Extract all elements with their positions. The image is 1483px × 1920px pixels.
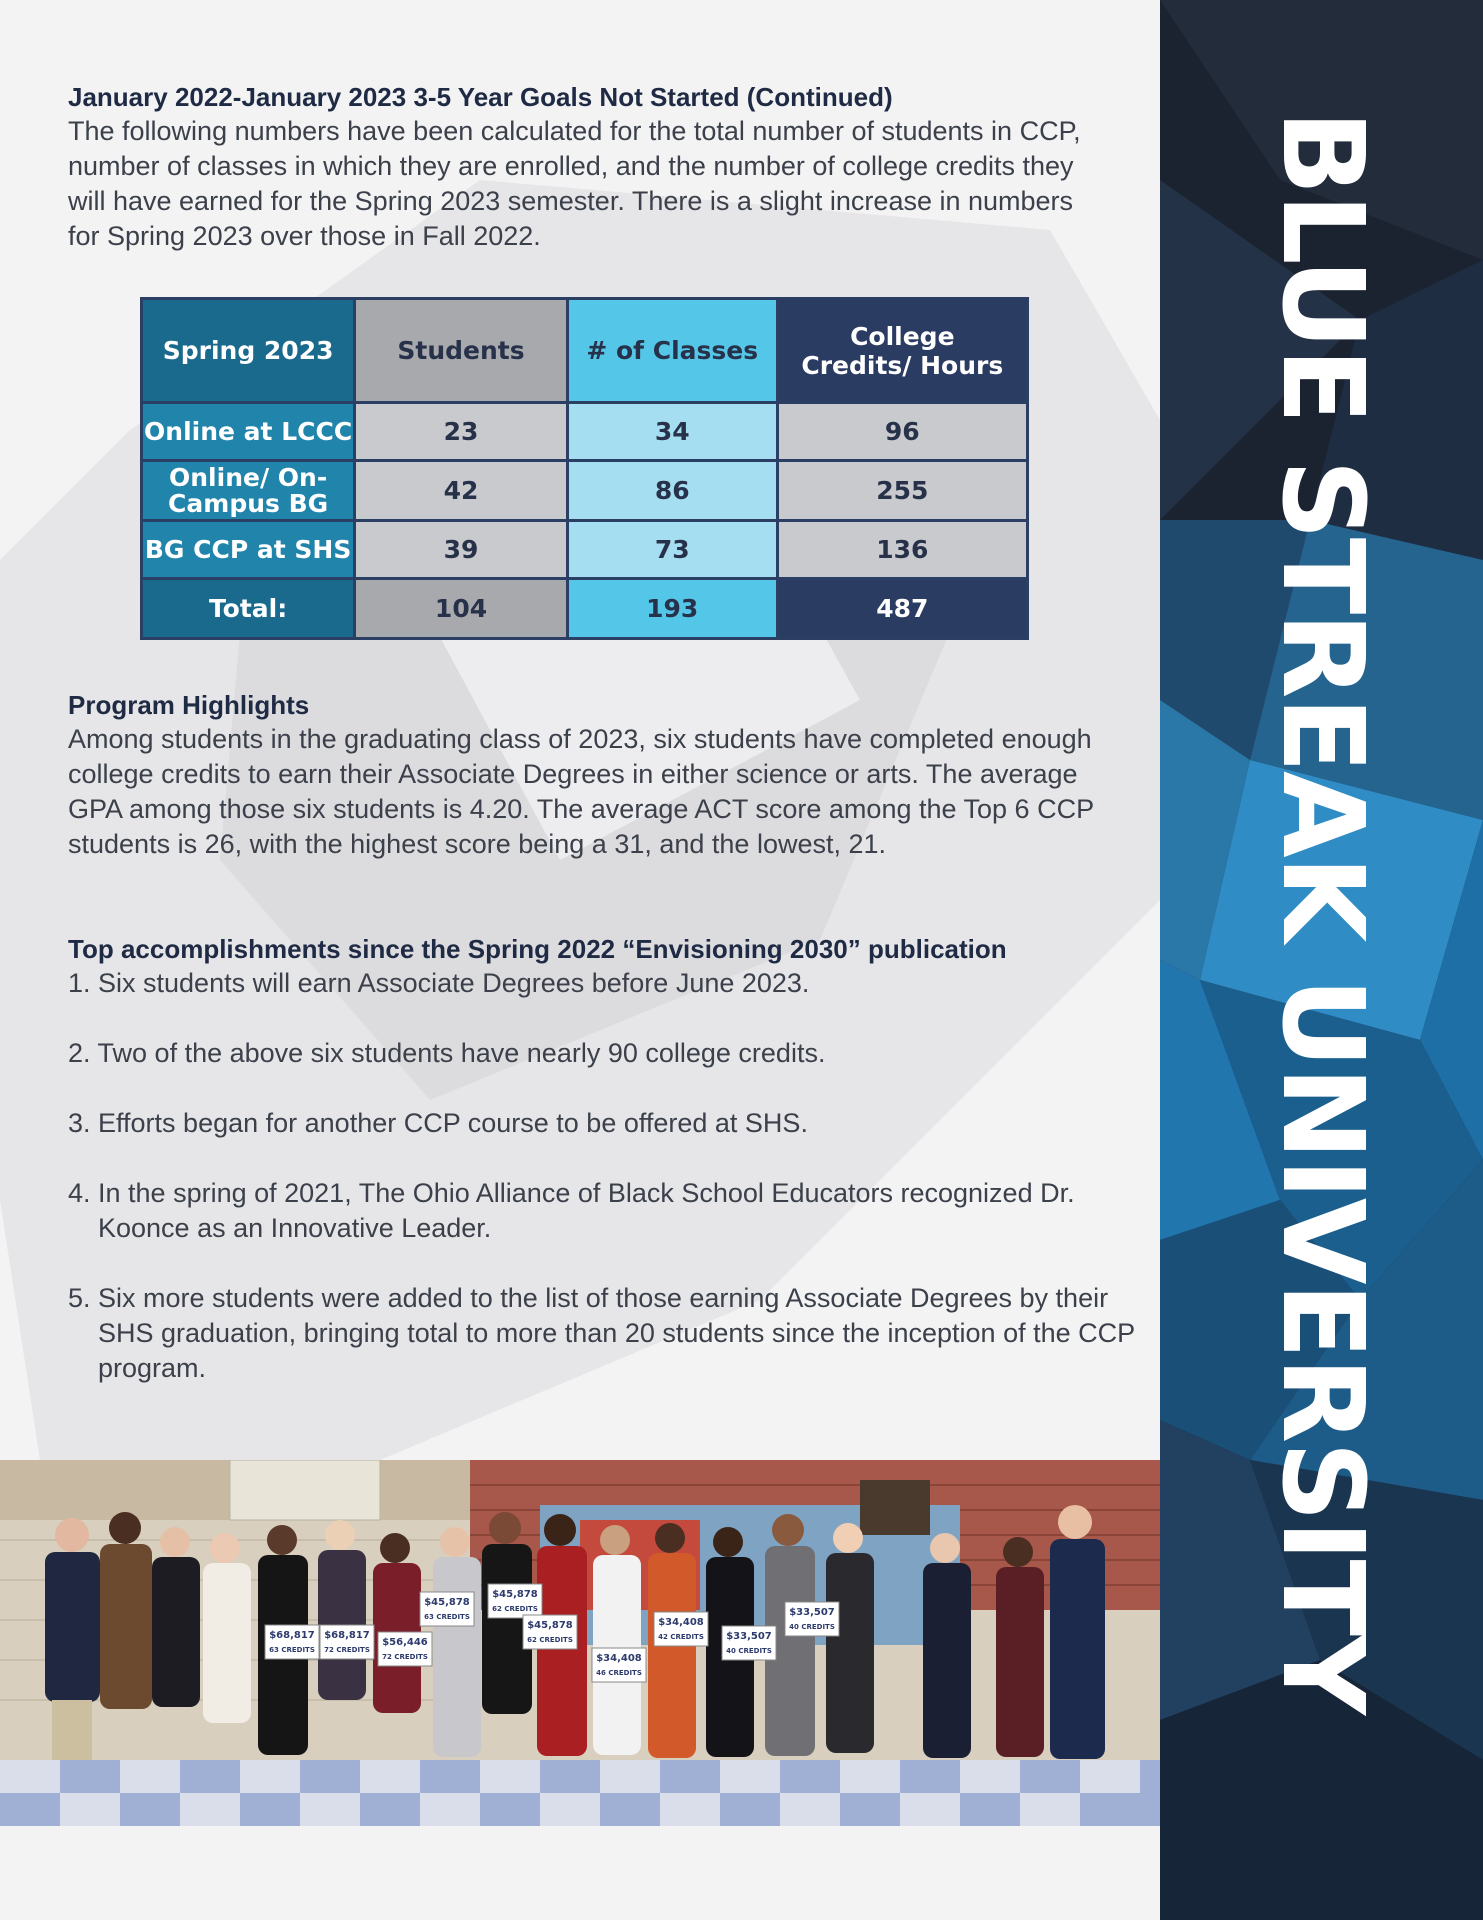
table-total-row <box>142 579 1028 639</box>
photo-sign-amount: $33,507 <box>726 1631 772 1642</box>
photo-sign-amount: $45,878 <box>527 1620 573 1631</box>
table-header-credits: College Credits/ Hours <box>777 299 1027 403</box>
total-students: 104 <box>355 579 568 639</box>
photo-sign-amount: $56,446 <box>382 1637 428 1648</box>
photo-sign-credits: 72 CREDITS <box>382 1653 428 1661</box>
row-classes: 34 <box>567 403 777 461</box>
sidebar-title: BLUE STREAK UNIVERSITY <box>1257 110 1387 1714</box>
photo-sign-credits: 63 CREDITS <box>269 1646 315 1654</box>
table-header-classes: # of Classes <box>567 299 777 403</box>
intro-body: The following numbers have been calculated for the total number of students in CCP, number of classes in which they are enrolled, and the number of college credits they will have earned for the Spring 2023 semester. There is a slight increase in numbers for Spring 2023 over those in Fall 2022. <box>68 116 1081 251</box>
intro-heading: January 2022-January 2023 3-5 Year Goals Not Started (Continued) <box>68 82 893 112</box>
row-students: 42 <box>355 461 568 521</box>
list-item: 1. Six students will earn Associate Degrees before June 2023. <box>68 968 810 998</box>
row-classes: 86 <box>567 461 777 521</box>
row-label: Online at LCCC <box>142 403 355 461</box>
photo-sign-credits: 40 CREDITS <box>789 1623 835 1631</box>
photo-sign-amount: $33,507 <box>789 1607 835 1618</box>
photo-sign-credits: 72 CREDITS <box>324 1646 370 1654</box>
accomplishments-heading: Top accomplishments since the Spring 2022 “Envisioning 2030” publication <box>68 934 1007 964</box>
total-classes: 193 <box>567 579 777 639</box>
row-label: Online/ On-Campus BG <box>142 461 355 521</box>
photo-sign-amount: $68,817 <box>269 1630 315 1641</box>
row-credits: 136 <box>777 521 1027 579</box>
row-students: 39 <box>355 521 568 579</box>
table-row <box>142 461 1028 521</box>
table-header-students: Students <box>355 299 568 403</box>
photo-sign-credits: 62 CREDITS <box>527 1636 573 1644</box>
photo-sign-credits: 62 CREDITS <box>492 1605 538 1613</box>
photo-sign-amount: $68,817 <box>324 1630 370 1641</box>
intro-section <box>68 80 1108 254</box>
table-header-term: Spring 2023 <box>142 299 355 403</box>
photo-sign-credits: 46 CREDITS <box>596 1669 642 1677</box>
total-credits: 487 <box>777 579 1027 639</box>
list-item: 2. Two of the above six students have nearly 90 college credits. <box>68 1038 826 1068</box>
table-header-row <box>142 299 1028 403</box>
photo-sign-amount: $34,408 <box>596 1653 642 1664</box>
photo-sign-credits: 63 CREDITS <box>424 1613 470 1621</box>
row-classes: 73 <box>567 521 777 579</box>
photo-sign-amount: $34,408 <box>658 1617 704 1628</box>
row-credits: 255 <box>777 461 1027 521</box>
highlights-body: Among students in the graduating class of 2023, six students have completed enough college credits to earn their Associate Degrees in either science or arts. The average GPA among those six students is 4.20. The average ACT score among the Top 6 CCP students is 26, with the highest score being a 31, and the lowest, 21. <box>68 724 1094 859</box>
photo-sign-amount: $45,878 <box>492 1589 538 1600</box>
group-photo <box>0 1460 1160 1826</box>
photo-sign-amount: $45,878 <box>424 1597 470 1608</box>
accomplishments-section <box>68 932 1148 1386</box>
total-label: Total: <box>142 579 355 639</box>
table-row <box>142 403 1028 461</box>
accomplishments-list <box>68 966 1148 1386</box>
list-item: 4. In the spring of 2021, The Ohio Alliance of Black School Educators recognized Dr. Koonce as an Innovative Leader. <box>68 1178 1075 1243</box>
row-students: 23 <box>355 403 568 461</box>
photo-sign-credits: 42 CREDITS <box>658 1633 704 1641</box>
table-row <box>142 521 1028 579</box>
list-item: 3. Efforts began for another CCP course to be offered at SHS. <box>68 1108 808 1138</box>
photo-sign-credits: 40 CREDITS <box>726 1647 772 1655</box>
ccp-enrollment-table <box>140 297 1029 640</box>
highlights-heading: Program Highlights <box>68 690 310 720</box>
row-credits: 96 <box>777 403 1027 461</box>
row-label: BG CCP at SHS <box>142 521 355 579</box>
group-photo-illustration <box>0 1460 1160 1826</box>
highlights-section <box>68 688 1128 862</box>
list-item: 5. Six more students were added to the list of those earning Associate Degrees by their SHS graduation, bringing total to more than 20 students since the inception of the CCP program. <box>68 1283 1135 1383</box>
